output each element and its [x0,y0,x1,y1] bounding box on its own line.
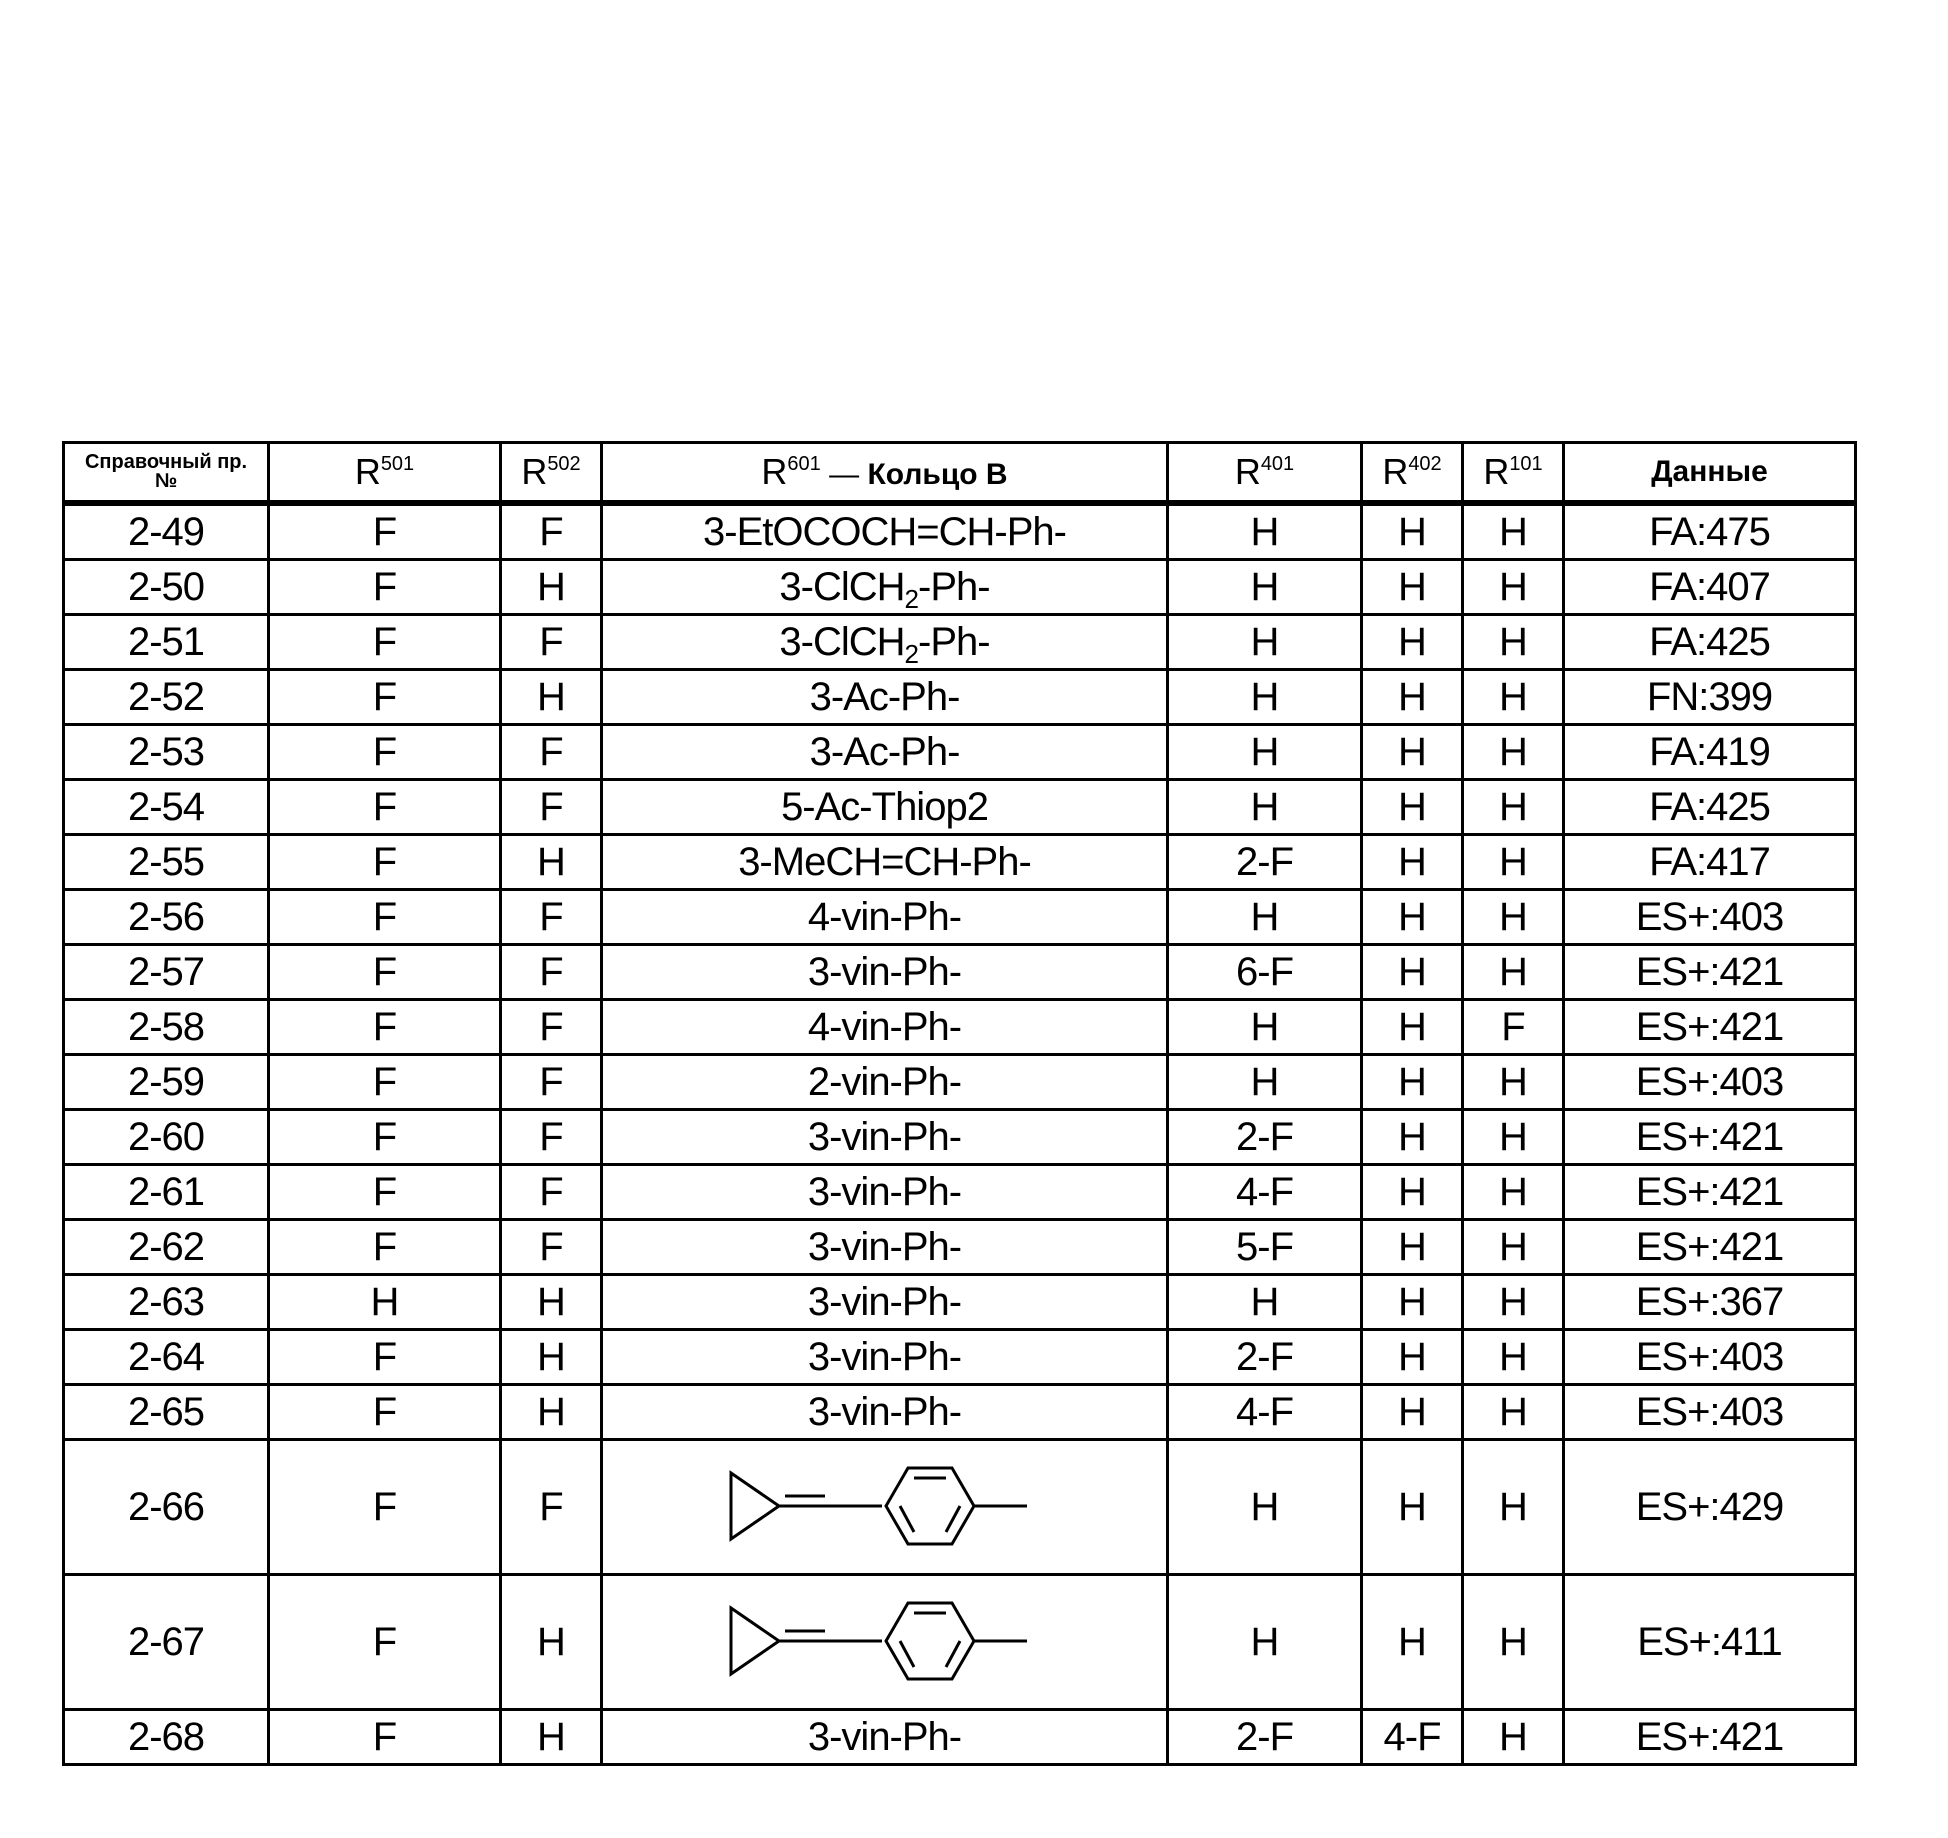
cell-r501: F [269,1165,501,1220]
cyclopropylidenemethyl-phenyl-structure-icon [675,1447,1095,1567]
cell-r601: 4-vin-Ph- [602,890,1168,945]
cell-r502: F [501,1440,602,1575]
cell-data: ES+:421 [1564,945,1856,1000]
cell-r501: F [269,1330,501,1385]
cell-example-no: 2-58 [64,1000,269,1055]
cell-r601: 3-Ac-Ph- [602,725,1168,780]
cell-r601: 2-vin-Ph- [602,1055,1168,1110]
cell-r101: H [1463,1440,1564,1575]
cell-data: ES+:421 [1564,1710,1856,1765]
table-row [64,615,1856,670]
header-r502-base: R [521,451,547,492]
table-row [64,1440,1856,1575]
cell-r401: H [1168,615,1362,670]
cell-r501: H [269,1275,501,1330]
benzene-inner-bond-2 [946,1506,960,1532]
cell-example-no: 2-68 [64,1710,269,1765]
cell-r402: H [1362,670,1463,725]
cyclopropylidenemethyl-phenyl-structure-icon [675,1582,1095,1702]
cell-r101: H [1463,1710,1564,1765]
cell-r502: F [501,780,602,835]
cell-data: FA:425 [1564,615,1856,670]
cell-r401: H [1168,1440,1362,1575]
cell-r402: H [1362,725,1463,780]
cell-r401: 4-F [1168,1385,1362,1440]
cell-r101: H [1463,1330,1564,1385]
cell-example-no: 2-67 [64,1575,269,1710]
cell-r502: H [501,670,602,725]
cell-example-no: 2-50 [64,560,269,615]
cell-r502: F [501,1110,602,1165]
cell-example-no: 2-62 [64,1220,269,1275]
cell-r101: F [1463,1000,1564,1055]
cyclopropane-ring [731,1608,779,1674]
cell-r401: H [1168,1575,1362,1710]
cell-r501: F [269,1710,501,1765]
cell-data: ES+:421 [1564,1165,1856,1220]
cell-r501: F [269,780,501,835]
cell-r601: 3-vin-Ph- [602,1275,1168,1330]
cell-r601: 3-vin-Ph- [602,1330,1168,1385]
cell-r501: F [269,1055,501,1110]
benzene-inner-bond-3 [900,1506,914,1532]
cell-r501: F [269,503,501,560]
cell-r502: H [501,1575,602,1710]
cell-r401: 2-F [1168,1710,1362,1765]
table-row [64,1110,1856,1165]
table-row [64,503,1856,560]
table-row [64,1220,1856,1275]
cell-data: ES+:403 [1564,1385,1856,1440]
header-r601-base: R [761,451,787,492]
benzene-inner-bond-3 [900,1641,914,1667]
header-r601 [602,443,1168,504]
cell-r101: H [1463,890,1564,945]
cell-r601: 4-vin-Ph- [602,1000,1168,1055]
header-r101-sup: 101 [1509,453,1542,475]
table-row [64,1710,1856,1765]
cell-r601-pre: 3-ClCH [779,620,904,664]
cell-r501: F [269,945,501,1000]
cell-r502: H [501,1275,602,1330]
cell-data: FA:419 [1564,725,1856,780]
cell-r501: F [269,725,501,780]
cell-r101: H [1463,1575,1564,1710]
header-example-no [64,443,269,504]
cell-r501: F [269,1440,501,1575]
table-row [64,890,1856,945]
cell-r502: H [501,1330,602,1385]
header-r501-base: R [355,451,381,492]
cell-example-no: 2-56 [64,890,269,945]
cell-r501: F [269,1110,501,1165]
cell-r401: 2-F [1168,1110,1362,1165]
cell-example-no: 2-65 [64,1385,269,1440]
table-row [64,1385,1856,1440]
cell-r101: H [1463,1110,1564,1165]
header-r501-sup: 501 [381,453,414,475]
cell-r501: F [269,670,501,725]
cell-example-no: 2-64 [64,1330,269,1385]
cell-r401: H [1168,1055,1362,1110]
cell-example-no: 2-60 [64,1110,269,1165]
cell-r401: 2-F [1168,1330,1362,1385]
cell-r101: H [1463,1055,1564,1110]
cell-r402: H [1362,1165,1463,1220]
cell-r101: H [1463,560,1564,615]
cell-r402: H [1362,1440,1463,1575]
cell-example-no: 2-52 [64,670,269,725]
table-row [64,1165,1856,1220]
header-r401 [1168,443,1362,504]
cell-r601: 3-vin-Ph- [602,1165,1168,1220]
table-row [64,560,1856,615]
cell-r601-pre: 3-ClCH [779,565,904,609]
cell-r502: F [501,503,602,560]
cell-data: ES+:403 [1564,1330,1856,1385]
cell-r402: H [1362,890,1463,945]
header-r401-base: R [1235,451,1261,492]
cell-r502: F [501,890,602,945]
cell-r501: F [269,615,501,670]
cell-r101: H [1463,1220,1564,1275]
cell-r101: H [1463,780,1564,835]
cell-example-no: 2-61 [64,1165,269,1220]
cell-data: FA:425 [1564,780,1856,835]
cell-r402: H [1362,1330,1463,1385]
benzene-inner-bond-2 [946,1641,960,1667]
cell-r501: F [269,1000,501,1055]
cell-data: ES+:421 [1564,1220,1856,1275]
cell-r101: H [1463,725,1564,780]
cell-r601: 3-vin-Ph- [602,1710,1168,1765]
cell-r501: F [269,1220,501,1275]
cell-r101: H [1463,670,1564,725]
cell-r501: F [269,1575,501,1710]
header-r601-dash: — [821,458,868,491]
cell-r402: H [1362,1220,1463,1275]
header-r601-sup: 601 [787,453,820,475]
cell-r101: H [1463,945,1564,1000]
cell-data: FN:399 [1564,670,1856,725]
cell-r601-post: -Ph- [918,565,990,609]
table-row [64,945,1856,1000]
cell-r502: F [501,1220,602,1275]
cell-r502: F [501,1165,602,1220]
cell-data: FA:417 [1564,835,1856,890]
cell-r401: H [1168,503,1362,560]
cell-r601: 5-Ac-Thiop2 [602,780,1168,835]
header-example-no-line2: № [155,470,177,492]
cell-r501: F [269,890,501,945]
cell-r601-structure [602,1440,1168,1575]
cell-r101: H [1463,835,1564,890]
cell-r402: H [1362,1575,1463,1710]
cyclopropane-ring [731,1473,779,1539]
cell-r502: H [501,560,602,615]
cell-r502: F [501,725,602,780]
header-r501 [269,443,501,504]
cell-r601: 3-vin-Ph- [602,1220,1168,1275]
cell-r401: H [1168,725,1362,780]
cell-r601 [602,615,1168,670]
cell-data: ES+:403 [1564,1055,1856,1110]
cell-r402: H [1362,945,1463,1000]
cell-r101: H [1463,503,1564,560]
cell-r401: 5-F [1168,1220,1362,1275]
cell-r402: H [1362,1110,1463,1165]
cell-r402: H [1362,835,1463,890]
table-row [64,725,1856,780]
table-row [64,1330,1856,1385]
cell-data: FA:475 [1564,503,1856,560]
cell-r501: F [269,1385,501,1440]
cell-example-no: 2-66 [64,1440,269,1575]
cell-r601: 3-Ac-Ph- [602,670,1168,725]
cell-r402: H [1362,1385,1463,1440]
header-example-no-line1: Справочный пр. [85,451,247,473]
cell-example-no: 2-49 [64,503,269,560]
cell-r601: 3-vin-Ph- [602,1385,1168,1440]
cell-r502: H [501,1710,602,1765]
cell-r601-post: -Ph- [918,620,990,664]
cell-r101: H [1463,1165,1564,1220]
cell-example-no: 2-57 [64,945,269,1000]
table-row [64,780,1856,835]
table-row [64,1055,1856,1110]
cell-data: ES+:421 [1564,1110,1856,1165]
cell-r402: H [1362,1000,1463,1055]
header-r101-base: R [1483,451,1509,492]
header-r402-base: R [1382,451,1408,492]
cell-data: ES+:403 [1564,890,1856,945]
cell-r401: H [1168,670,1362,725]
header-row [64,443,1856,504]
cell-r101: H [1463,1275,1564,1330]
header-r601-suffix: Кольцо B [867,458,1007,491]
header-r402-sup: 402 [1408,453,1441,475]
cell-example-no: 2-63 [64,1275,269,1330]
cell-r501: F [269,560,501,615]
cell-example-no: 2-51 [64,615,269,670]
cell-r601 [602,560,1168,615]
cell-r402: H [1362,1275,1463,1330]
cell-r402: H [1362,1055,1463,1110]
cell-r401: H [1168,890,1362,945]
cell-r502: H [501,1385,602,1440]
cell-r401: H [1168,780,1362,835]
cell-data: ES+:421 [1564,1000,1856,1055]
table-row [64,1575,1856,1710]
cell-r402: H [1362,780,1463,835]
cell-r402: H [1362,503,1463,560]
table-row [64,1000,1856,1055]
header-r502 [501,443,602,504]
cell-r601: 3-vin-Ph- [602,1110,1168,1165]
cell-r101: H [1463,1385,1564,1440]
cell-r401: 6-F [1168,945,1362,1000]
header-r502-sup: 502 [547,453,580,475]
cell-example-no: 2-53 [64,725,269,780]
cell-r502: F [501,945,602,1000]
header-r402 [1362,443,1463,504]
cell-r401: H [1168,560,1362,615]
cell-r601-sub: 2 [905,639,918,669]
cell-example-no: 2-55 [64,835,269,890]
table-row [64,835,1856,890]
cell-r402: 4-F [1362,1710,1463,1765]
cell-r402: H [1362,615,1463,670]
cell-r402: H [1362,560,1463,615]
cell-r601-structure [602,1575,1168,1710]
table-row [64,670,1856,725]
cell-r401: H [1168,1000,1362,1055]
header-data: Данные [1564,443,1856,504]
cell-data: ES+:367 [1564,1275,1856,1330]
cell-r601-sub: 2 [905,584,918,614]
cell-r601: 3-MeCH=CH-Ph- [602,835,1168,890]
cell-r502: F [501,1055,602,1110]
cell-r601: 3-vin-Ph- [602,945,1168,1000]
cell-example-no: 2-59 [64,1055,269,1110]
cell-r601: 3-EtOCOCH=CH-Ph- [602,503,1168,560]
cell-data: ES+:411 [1564,1575,1856,1710]
cell-r401: H [1168,1275,1362,1330]
cell-data: FA:407 [1564,560,1856,615]
cell-data: ES+:429 [1564,1440,1856,1575]
cell-r101: H [1463,615,1564,670]
cell-r501: F [269,835,501,890]
compound-table [62,441,1857,1766]
cell-r401: 4-F [1168,1165,1362,1220]
header-r401-sup: 401 [1261,453,1294,475]
header-r101 [1463,443,1564,504]
cell-r502: F [501,615,602,670]
cell-r502: H [501,835,602,890]
cell-example-no: 2-54 [64,780,269,835]
cell-r401: 2-F [1168,835,1362,890]
cell-r502: F [501,1000,602,1055]
table-row [64,1275,1856,1330]
